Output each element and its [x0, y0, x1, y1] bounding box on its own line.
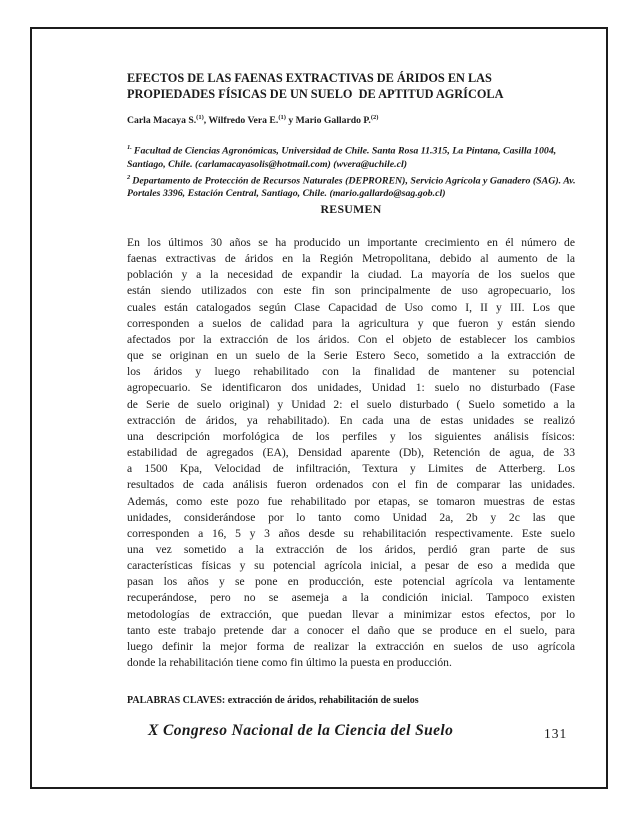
page-number: 131 — [544, 726, 568, 741]
abstract-line: una vez sometido a la extracción de los áridos, perdió gran parte de sus — [127, 542, 575, 556]
abstract-line: población y a la necesidad de expandir la ciudad. La mayoría de los suelos que — [127, 268, 575, 282]
author-name-3: Mario Gallardo P. — [295, 115, 371, 127]
abstract-paragraph — [127, 235, 575, 671]
abstract-line: los áridos y luego rehabilitado con la finalidad de mantener su potencial — [127, 365, 575, 379]
abstract-line: pasan los años y se pone en producción, este potencial agrícola va lentamente — [127, 575, 575, 589]
abstract-line: de Serie de suelo original) y Unidad 2: el suelo disturbado ( Suelo sometido a la — [127, 397, 575, 411]
resumen-heading: RESUMEN — [320, 202, 382, 216]
authors-separator-1: , — [203, 115, 209, 127]
abstract-line: estabilidad de agregados (EA), Densidad aparente (Db), Retención de agua, de 33 — [127, 446, 575, 460]
abstract-line: cuales están catalogados según Clase Capacidad de Uso como I, II y III. Los que — [127, 300, 575, 314]
affiliations-block — [127, 141, 579, 201]
abstract-line: donde la rehabilitación tiene como fin último la puesta en producción. — [127, 656, 452, 670]
abstract-line: características físicas y su potencial agrícola inicial, a pesar de eso a medida que — [127, 559, 575, 573]
footer-congress-title: X Congreso Nacional de la Ciencia del Suelo — [148, 722, 454, 739]
affiliation-item-1 — [127, 141, 579, 171]
paper-title-line-2: PROPIEDADES FÍSICAS DE UN SUELO DE APTITUD AGRÍCOLA — [127, 87, 504, 101]
author-affiliation-ref-1: (1) — [196, 114, 204, 121]
affiliation-item-2 — [127, 171, 579, 201]
abstract-line: resultados de cada análisis fueron ordenados con el fin de comparar las unidades. — [127, 478, 575, 492]
abstract-line: En los últimos 30 años se ha producido un importante crecimiento en él número de — [127, 236, 575, 249]
authors-line — [127, 114, 587, 126]
author-name-2: Wilfredo Vera E. — [208, 115, 279, 127]
keywords-line: PALABRAS CLAVES: extracción de áridos, rehabilitación de suelos — [127, 695, 419, 706]
affiliation-text-2: Departamento de Protección de Recursos Naturales (DEPROREN), Servicio Agrícola y Ganadero (SAG). Av. Portales 3396, Estación Central, Santiago, Chile. (mario.gallardo@sag.gob.cl) — [127, 175, 576, 200]
abstract-line: luego definir la mejor forma de realizar la extracción en suelos de uso agrícola — [127, 639, 575, 653]
abstract-line: tanto este trabajo pretende dar a conocer el daño que se produce en el suelo, para — [127, 623, 575, 637]
affiliation-marker-1: 1. — [127, 144, 132, 151]
abstract-line: unidades, considerándose por lo tanto como Unidad 2a, 2b y 2c las que — [127, 510, 575, 524]
abstract-line: metodologías de extracción, que puedan llevar a minimizar estos efectos, por lo — [127, 607, 575, 621]
paper-title — [127, 70, 597, 102]
abstract-line: que se originan en un suelo de la Serie Estero Seco, sometido a la extracción de — [127, 349, 575, 363]
abstract-line: corresponden a suelos de calidad para la agricultura y que fueron y están siendo — [127, 316, 575, 330]
author-affiliation-ref-3: (2) — [370, 114, 379, 121]
abstract-line: agropecuario. Se identificaron dos unidades, Unidad 1: suelo no disturbado (Fase — [127, 381, 575, 395]
abstract-line: una descripción morfológica de los perfiles y los siguientes análisis físicos: — [127, 429, 575, 443]
abstract-line: afectados por la extracción de los áridos. Con el objeto de establecer los cambios — [127, 332, 575, 346]
author-name-1: Carla Macaya S. — [127, 115, 197, 127]
author-affiliation-ref-2: (1) — [278, 114, 286, 121]
abstract-line: están siendo utilizados con este fin son principalmente de uso agropecuario, los — [127, 284, 575, 298]
authors-separator-2: y — [285, 115, 296, 127]
abstract-line: faenas extractivas de áridos en la Región Metropolitana, debido al aumento de la — [127, 252, 575, 266]
abstract-line: Además, como este pozo fue rehabilitado por etapas, se tomaron muestras de estas — [127, 494, 575, 508]
abstract-line: corresponden a 16, 5 y 3 años desde su rehabilitación respectivamente. Este suelo — [127, 526, 575, 540]
affiliation-marker-2: 2 — [127, 173, 131, 181]
abstract-line: a 1500 Kpa, Velocidad de infiltración, Textura y Limites de Atterberg. Los — [127, 462, 575, 476]
paper-title-line-1: EFECTOS DE LAS FAENAS EXTRACTIVAS DE ÁRIDOS EN LAS — [127, 71, 492, 85]
affiliation-text-1: Facultad de Ciencias Agronómicas, Universidad de Chile. Santa Rosa 11.315, La Pintana, Casilla 1004, Santiago, Chile. (carlamacayasolis@hotmail.com) (wvera@uchile.cl) — [127, 145, 557, 170]
abstract-line: recuperándose, pero no se asemeja a la condición inicial. Tampoco existen — [127, 591, 575, 605]
abstract-line: extracción de áridos, ya rehabilitado). En cada una de estas unidades se realizó — [127, 413, 575, 427]
